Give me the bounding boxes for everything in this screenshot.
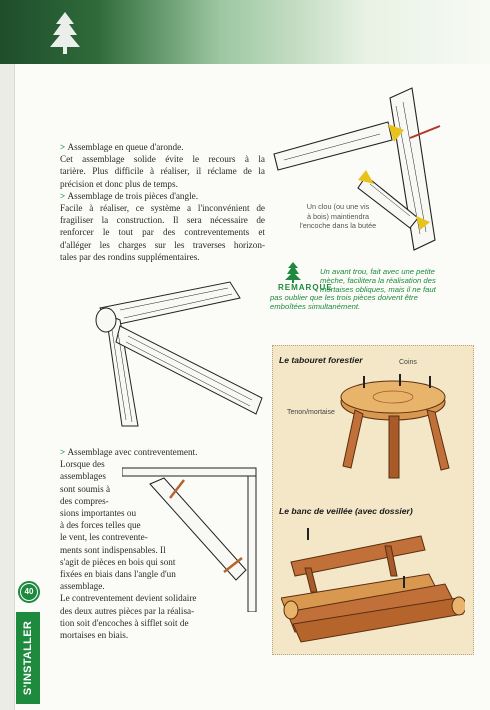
brace-line: assemblage. — [60, 581, 105, 592]
caption-line: à bois) maintiendra — [306, 211, 370, 221]
fir-tree-icon — [48, 10, 82, 56]
assembly-text-top — [60, 141, 265, 263]
brace-line: tion soit d'encoches à sifflet soit de — [60, 617, 189, 628]
three-piece-line: Facile à réaliser, ce système a l'inconvénient de — [60, 203, 265, 214]
brace-line: à des forces telles que — [60, 520, 141, 531]
brace-line: sions importantes ou — [60, 508, 137, 519]
remark-label: REMARQUE — [278, 283, 333, 292]
remark-line: mortaises obliques, mais il ne faut — [320, 284, 436, 294]
brace-line: assemblages — [60, 471, 106, 482]
remark-line: emboîtées simultanément. — [270, 302, 361, 312]
brace-line: des deux autres pièces par la réalisa- — [60, 605, 195, 616]
furniture-box — [272, 345, 474, 655]
brace-line: fixées en biais dans l'angle d'un — [60, 569, 176, 580]
three-piece-line: tales par des rondins supplémentaires. — [60, 251, 200, 262]
page-number: 40 — [21, 584, 37, 600]
brace-illustration — [122, 462, 262, 612]
brace-heading: > Assemblage avec contreventement. — [60, 447, 198, 457]
nail-caption — [278, 202, 398, 231]
dovetail-heading: > Assemblage en queue d'aronde. — [60, 142, 184, 152]
coins-label: Coins — [399, 359, 417, 366]
remark-text — [270, 268, 475, 312]
stool-title: Le tabouret forestier — [279, 355, 363, 365]
brace-line: Lorsque des — [60, 459, 105, 470]
page-number-badge — [18, 581, 40, 603]
dovetail-line: tarière. Plus difficile à réaliser, il réclame de la — [60, 166, 265, 177]
brace-line: le vent, les contrevente- — [60, 532, 148, 543]
dovetail-line: précision et donc plus de temps. — [60, 178, 178, 189]
three-piece-line: fragiliser la construction. Il sera nécessaire de — [60, 215, 265, 226]
three-piece-heading: > Assemblage de trois pièces d'angle. — [60, 190, 199, 201]
bench-illustration — [281, 528, 465, 648]
brace-line: Le contreventement devient solidaire — [60, 593, 197, 604]
brace-line: ments sont indispensables. Il — [60, 544, 166, 555]
brace-line: s'agit de pièces en bois qui sont — [60, 556, 176, 567]
three-piece-line: d'alléger les charges sur les traverses horizon- — [60, 239, 265, 250]
remark-line: mèche, facilitera la réalisation des — [320, 275, 436, 285]
brace-line: mortaises en biais. — [60, 630, 129, 641]
brace-line: des compres- — [60, 495, 109, 506]
brace-line: sont soumis à — [60, 483, 111, 494]
stool-illustration — [333, 366, 463, 491]
tenon-label: Tenon/mortaise — [287, 409, 335, 416]
binding-margin — [0, 64, 15, 710]
corner-joint-illustration — [80, 280, 270, 430]
dovetail-line: Cet assemblage solide évite le recours à la — [60, 154, 265, 165]
three-piece-line: renforcer le tout par des contreventements et — [60, 227, 265, 238]
caption-line: l'encoche dans la butée — [299, 221, 377, 231]
remark-line: Un avant trou, fait avec une petite — [320, 267, 435, 276]
caption-line: Un clou (ou une vis — [306, 202, 370, 211]
section-label: S'INSTALLER — [22, 620, 34, 696]
remark-line: pas oublier que les trois pièces doivent être — [270, 293, 418, 303]
bench-title: Le banc de veillée (avec dossier) — [279, 506, 413, 516]
